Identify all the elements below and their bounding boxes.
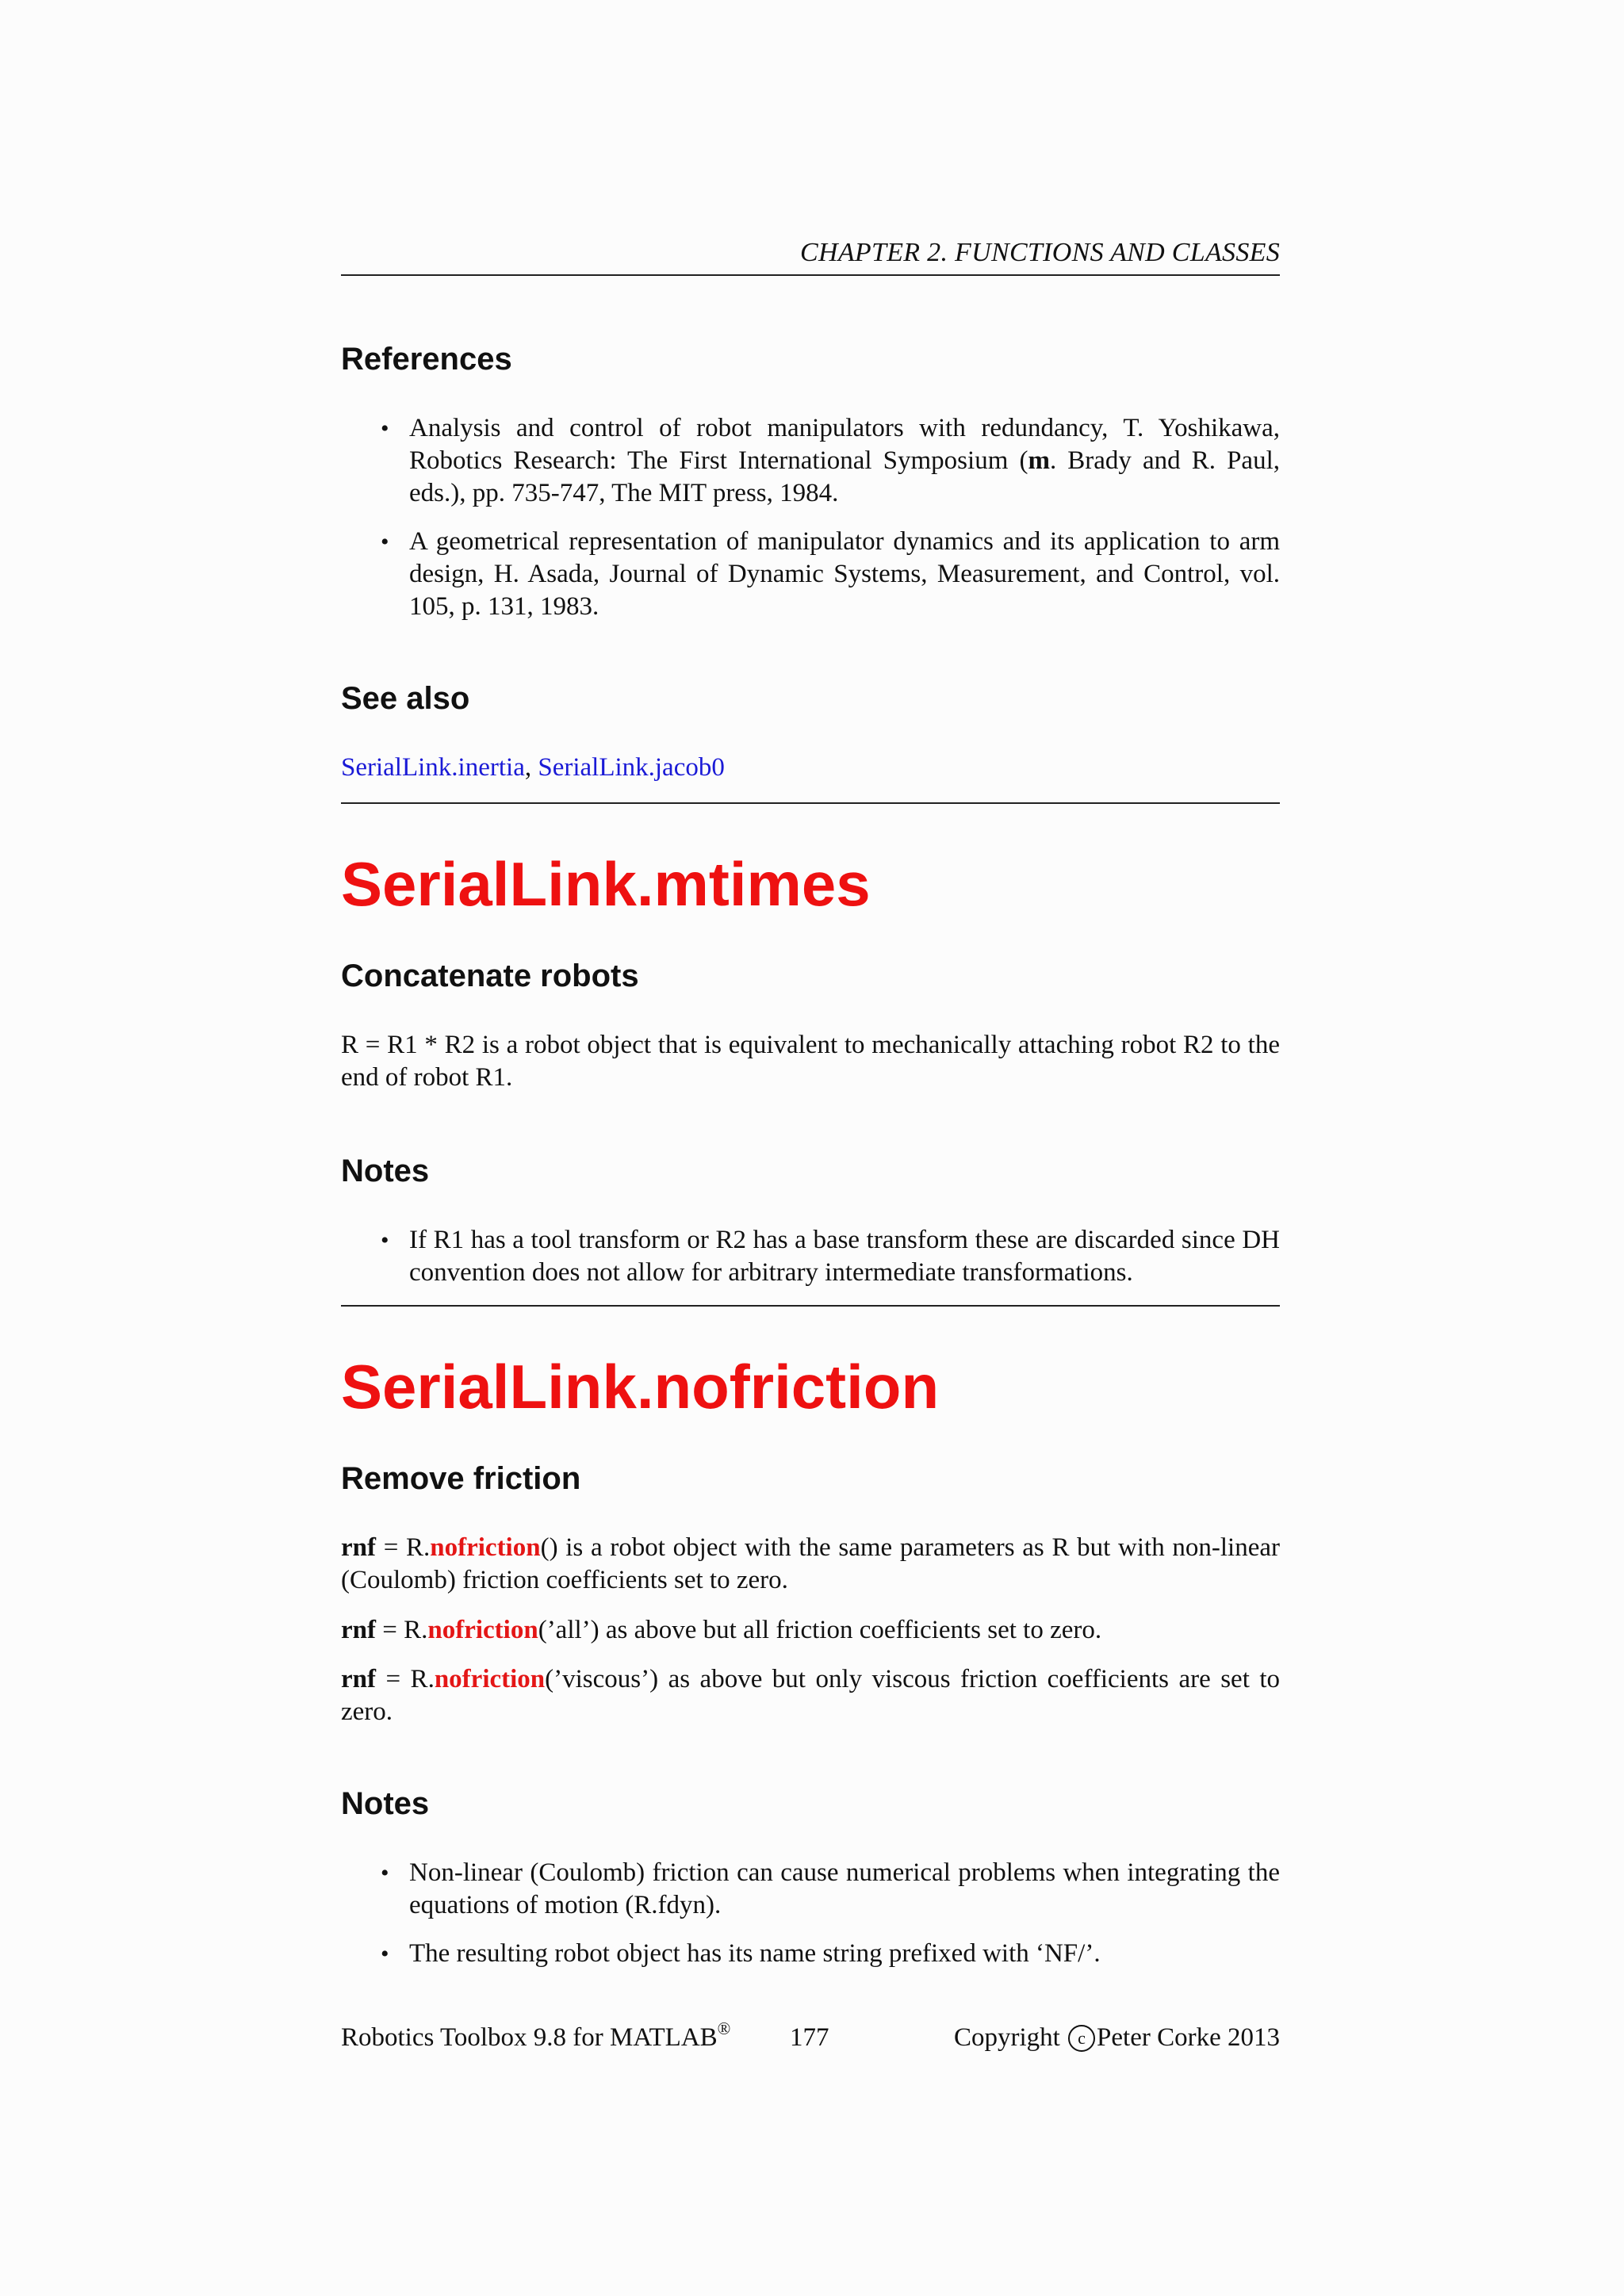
section-rule	[341, 1305, 1280, 1307]
bullet-icon: •	[381, 1941, 389, 1967]
bullet-icon: •	[381, 415, 389, 442]
reference-item: • Analysis and control of robot manipulators with redundancy, T. Yoshikawa, Robotics Research: The First International Symposium (m. Brady and R. Paul, eds.), pp. 735-747, The MIT press, 1984.	[381, 414, 1280, 507]
copyright-icon: c	[1068, 2025, 1095, 2052]
see-also-links: SerialLink.inertia, SerialLink.jacob0	[341, 753, 725, 782]
footer-title: Robotics Toolbox 9.8 for MATLAB®	[341, 2019, 731, 2052]
link-seriallink-inertia[interactable]: SerialLink.inertia	[341, 753, 525, 782]
note-item: • Non-linear (Coulomb) friction can cause numerical problems when integrating the equations of motion (R.fdyn).	[381, 1858, 1280, 1919]
mtimes-description: R = R1 * R2 is a robot object that is equivalent to mechanically attaching robot R2 to the end of robot R1.	[341, 1031, 1280, 1092]
page-footer	[341, 2020, 1280, 2060]
footer-copyright: Copyright c Peter Corke 2013	[953, 2023, 1280, 2052]
nofriction-notes-list	[341, 1857, 1280, 1970]
mtimes-notes-list	[341, 1224, 1280, 1289]
bullet-icon: •	[381, 1860, 389, 1886]
nofriction-subtitle: Remove friction	[341, 1461, 581, 1496]
mtimes-title: SerialLink.mtimes	[341, 849, 871, 919]
function-name: nofriction	[434, 1665, 546, 1693]
note-item: • If R1 has a tool transform or R2 has a base transform these are discarded since DH convention does not allow for arbitrary intermediate transformations.	[381, 1226, 1280, 1287]
reference-item: • A geometrical representation of manipulator dynamics and its application to arm design, H. Asada, Journal of Dynamic Systems, Measurement, and Control, vol. 105, p. 131, 1983.	[381, 527, 1280, 621]
bullet-icon: •	[381, 529, 389, 555]
registered-mark: ®	[717, 2019, 731, 2038]
nofriction-usage: rnf = R.nofriction(’viscous’) as above but only viscous friction coefficients are set to zero.	[341, 1665, 1281, 1726]
link-seriallink-jacob0[interactable]: SerialLink.jacob0	[538, 753, 725, 782]
see-also-heading: See also	[341, 681, 470, 716]
function-name: nofriction	[427, 1616, 538, 1644]
references-heading: References	[341, 342, 512, 377]
bullet-icon: •	[381, 1227, 389, 1253]
note-item: • The resulting robot object has its name string prefixed with ‘NF/’.	[341, 1938, 1280, 1970]
function-name: nofriction	[430, 1533, 541, 1562]
running-head: CHAPTER 2. FUNCTIONS AND CLASSES	[800, 238, 1280, 267]
header-rule	[341, 274, 1280, 276]
nofriction-title: SerialLink.nofriction	[341, 1352, 940, 1422]
mtimes-subtitle: Concatenate robots	[341, 959, 639, 993]
nofriction-usage: rnf = R.nofriction(’all’) as above but all friction coefficients set to zero.	[341, 1616, 1102, 1644]
nofriction-usage: rnf = R.nofriction() is a robot object with the same parameters as R but with non-linear (Coulomb) friction coefficients set to zero.	[341, 1533, 1281, 1594]
nofriction-notes-heading: Notes	[341, 1786, 430, 1821]
section-rule	[341, 802, 1280, 804]
page-number: 177	[790, 2023, 829, 2052]
mtimes-notes-heading: Notes	[341, 1154, 430, 1188]
references-list	[341, 412, 1280, 623]
